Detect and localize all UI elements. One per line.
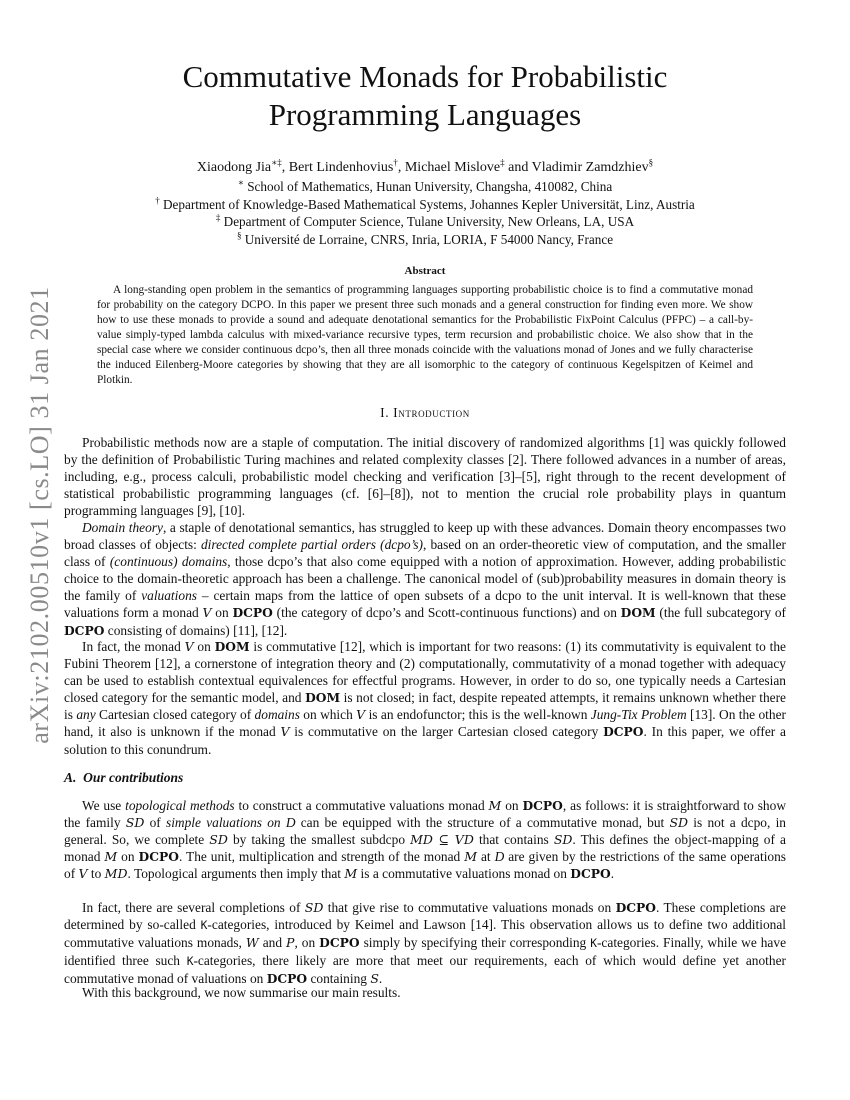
text-run: is an endofunctor; this is the well-known	[365, 707, 591, 723]
text-run: can be equipped with the structure of a commutative monad, but	[295, 815, 670, 831]
emph-text: domains	[254, 707, 300, 723]
category-name: DOM	[305, 690, 341, 706]
text-run: . In this paper, we offer a solution to this conundrum.	[64, 724, 786, 757]
affiliation-text: School of Mathematics, Hunan University, Changsha, 410082, China	[247, 179, 613, 194]
text-run: and	[258, 935, 287, 951]
k-symbol: K	[200, 919, 208, 933]
affiliation	[100, 178, 750, 196]
text-run: that give rise to commutative valuations monads on	[323, 900, 616, 915]
author-mark: §	[648, 157, 654, 168]
category-name: DCPO	[319, 935, 360, 951]
math-symbol: SD	[669, 815, 689, 831]
author-mark: ∗‡	[271, 157, 282, 168]
emph-text: any	[76, 707, 96, 723]
math-symbol: M	[464, 849, 478, 865]
category-name: DCPO	[232, 605, 273, 621]
text-run: , a staple of denotational semantics, has struggled to keep up with these advances. Domain theory encompasses two broad classes of objects:	[64, 520, 786, 553]
text-run: . The unit, multiplication and strength of the monad	[178, 849, 465, 865]
intro-paragraph-3	[64, 638, 786, 758]
text-run: . These completions are determined by so-called	[64, 900, 786, 933]
author-mark: †	[393, 157, 398, 168]
arxiv-sidebar-stamp: arXiv:2102.00510v1 [cs.LO] 31 Jan 2021	[25, 286, 54, 744]
math-symbol: SD	[209, 832, 228, 848]
text-run: to	[87, 866, 105, 882]
author-conjunction: and	[508, 160, 529, 175]
subsection-title: Our contributions	[83, 770, 184, 785]
text-run: is commutative on the larger Cartesian closed category	[289, 724, 604, 740]
category-name: DCPO	[603, 724, 644, 740]
author-list: Xiaodong Jia∗‡, Bert Lindenhovius†, Michael Mislove‡ and Vladimir Zamdzhiev§	[196, 157, 654, 175]
text-run: containing	[307, 971, 371, 987]
text-run: , those dcpo’s that also come equipped with a notion of approximation. However, adding probabilistic choice to the domain-theoretic approach has been a challenge. The canonical model of (sub)probability measures in domain theory is the family of	[64, 554, 786, 604]
text-run: is a commutative valuations monad on	[357, 866, 571, 882]
text-run: , as follows: it is straightforward to show the family	[64, 798, 786, 831]
math-symbol: M	[104, 849, 118, 865]
text-run: by taking the smallest subdcpo	[227, 832, 411, 848]
author-name: Bert Lindenhovius	[288, 160, 394, 175]
math-symbol: M	[488, 798, 502, 813]
text-run: are given by the restrictions of the same operations of	[64, 849, 787, 882]
affiliation	[100, 196, 750, 214]
text-run: We use	[82, 798, 126, 813]
author-name: Vladimir Zamdzhiev	[531, 160, 649, 175]
category-name: DCPO	[570, 866, 611, 882]
category-name: DOM	[214, 639, 250, 654]
emph-text: Jung-Tix Problem	[590, 707, 687, 723]
text-run: -categories, there likely are more that meet our requirements, each of which would define yet another commutative monad of valuations on	[64, 953, 786, 987]
text-run: simply by specifying their corresponding	[359, 935, 591, 951]
math-symbol: W	[245, 935, 259, 951]
subsection-label: A.	[64, 770, 77, 785]
math-symbol: V	[356, 707, 366, 723]
text-run: In fact, the monad	[82, 639, 185, 654]
emph-text: valuations	[141, 588, 197, 604]
text-run: on	[117, 849, 139, 865]
affiliation-text: Department of Knowledge-Based Mathematical Systems, Johannes Kepler Universität, Linz, Austria	[163, 196, 695, 212]
affiliation-text: Department of Computer Science, Tulane University, New Orleans, LA, USA	[223, 214, 635, 229]
text-run: at	[477, 849, 495, 865]
math-symbol: SD	[125, 815, 145, 831]
title-line-2: Programming Languages	[268, 97, 582, 132]
category-name: DCPO	[138, 849, 179, 865]
authors-block	[100, 158, 750, 248]
paper-title	[100, 58, 750, 134]
text-run: – certain maps from the lattice of open subsets of a dcpo to the unit interval. It is well-known that these valuations form a monad	[64, 588, 786, 621]
intro-paragraph-2	[64, 519, 786, 639]
subsection-heading-contributions	[64, 770, 183, 786]
contributions-paragraph-2	[64, 899, 786, 987]
text-run: is commutative [12], which is important for two reasons: (1) its commutativity is equivalent to the Fubini Theorem [12], a cornerstone of integration theory and (2) computationally, commutativity of a monad together with adequacy can be used to establish contextual equivalences for effectful programs. However, in order to do so, one typically needs a Cartesian closed category for the semantic model, and	[64, 639, 786, 706]
abstract-text: A long-standing open problem in the semantics of programming languages supporting probabilistic choice is to find a commutative monad for probability on the category DCPO. In this paper we present three such monads and a general construction for finding even more. We show how to use these monads to provide a sound and adequate denotational semantics for the Probabilistic FixPoint Calculus (PFPC) – a call-by-value simply-typed lambda calculus with mixed-variance recursive types, term recursion and probabilistic choice. We also show that in the special case where we consider continuous dcpo’s, then all three monads coincide with the valuations monad of Jones and we fully characterise the induced Eilenberg-Moore categories by showing that they are all isomorphic to the category of continuous Kegelspitzen of Keimel and Plotkin.	[97, 284, 753, 386]
category-name: DOM	[620, 605, 656, 621]
k-symbol: K	[590, 937, 597, 951]
author-name: Xiaodong Jia	[196, 160, 272, 175]
text-run: of	[144, 815, 166, 831]
math-symbol: M	[344, 866, 358, 882]
text-run: .	[610, 866, 615, 882]
text-run: [13]. On the other hand, it also is unknown if the monad	[64, 707, 787, 740]
affiliation	[100, 213, 750, 231]
math-symbol: V	[280, 724, 290, 740]
text-run: is not a dcpo, in general. So, we complete	[64, 815, 786, 848]
text-run: Cartesian closed category of	[95, 707, 255, 723]
emph-text: simple valuations on	[166, 815, 281, 831]
category-name: DCPO	[64, 622, 105, 638]
author-name: Michael Mislove	[404, 160, 501, 175]
text-run: (the category of dcpo’s and Scott-continuous functions) and on	[272, 605, 621, 621]
emph-text: (continuous) domains	[109, 554, 228, 570]
k-symbol: K	[186, 955, 194, 969]
math-symbol: MD	[104, 866, 128, 882]
category-name: DCPO	[522, 798, 563, 813]
affiliation-mark: ∗	[237, 177, 244, 188]
contributions-paragraph-3: With this background, we now summarise our main results.	[82, 985, 401, 1000]
intro-paragraph-1: Probabilistic methods now are a staple of computation. The initial discovery of randomized algorithms [1] was quickly followed by the definition of Probabilistic Turing machines and related complexity classes [2]. There followed advances in a number of areas, including, e.g., process calculi, probabilistic model checking and verification [3]–[5], right through to the recent development of statistical probabilistic programming languages (cf. [6]–[8]), not to mention the crucial role probability plays in quantum programming languages [9], [10].	[64, 435, 786, 519]
author-mark: ‡	[500, 157, 505, 168]
text-run: is not closed; in fact, despite repeated attempts, it remains unknown whether there is	[64, 690, 786, 723]
text-run: -categories. Finally, while we have identified three such	[64, 935, 787, 969]
section-heading-introduction	[100, 405, 750, 421]
contributions-paragraph-1	[64, 797, 786, 882]
text-run: . This defines the object-mapping of a monad	[64, 832, 786, 865]
math-symbol: S	[370, 971, 379, 987]
text-run: (the full subcategory of	[655, 605, 786, 621]
text-run: , based on an order-theoretic view of computation, and the smaller class of	[64, 537, 786, 570]
math-symbol: P	[286, 935, 295, 951]
math-expression: MD ⊆ VD	[410, 832, 474, 848]
text-run: on	[193, 639, 215, 654]
math-symbol: D	[494, 849, 505, 865]
math-symbol: V	[202, 605, 212, 621]
affiliation	[100, 231, 750, 249]
text-run: consisting of domains) [11], [12].	[104, 622, 288, 638]
affiliation-mark: †	[155, 195, 160, 206]
math-symbol: SD	[304, 900, 324, 915]
math-symbol: SD	[553, 832, 573, 848]
text-run: to construct a commutative valuations monad	[234, 798, 489, 813]
section-number: I.	[380, 405, 390, 420]
affiliation-mark: ‡	[215, 212, 221, 223]
emph-text: directed complete partial orders (dcpo’s)	[200, 537, 424, 553]
category-name: DCPO	[615, 900, 656, 915]
abstract-heading: Abstract	[404, 265, 446, 277]
text-run: . Topological arguments then imply that	[127, 866, 345, 882]
category-name: DCPO	[266, 971, 308, 987]
math-symbol: V	[78, 866, 88, 882]
text-run: on	[211, 605, 233, 621]
text-run: , on	[294, 935, 320, 951]
affiliation-mark: §	[236, 230, 242, 241]
affiliation-text: Université de Lorraine, CNRS, Inria, LORIA, F 54000 Nancy, France	[244, 231, 614, 247]
title-line-1: Commutative Monads for Probabilistic	[182, 59, 668, 94]
text-run: on	[501, 798, 523, 813]
text-run: In fact, there are several completions of	[82, 900, 305, 915]
section-title: Introduction	[393, 405, 470, 420]
text-run: .	[378, 971, 383, 987]
text-run: -categories, introduced by Keimel and Lawson [14]. This observation allows us to define two additional commutative valuations monads,	[64, 917, 786, 951]
emph-text: topological methods	[125, 798, 235, 813]
math-symbol: D	[285, 815, 296, 831]
text-run: that contains	[473, 832, 554, 848]
emph-text: Domain theory	[82, 520, 163, 535]
text-run: on which	[299, 707, 357, 723]
math-symbol: V	[184, 639, 194, 654]
